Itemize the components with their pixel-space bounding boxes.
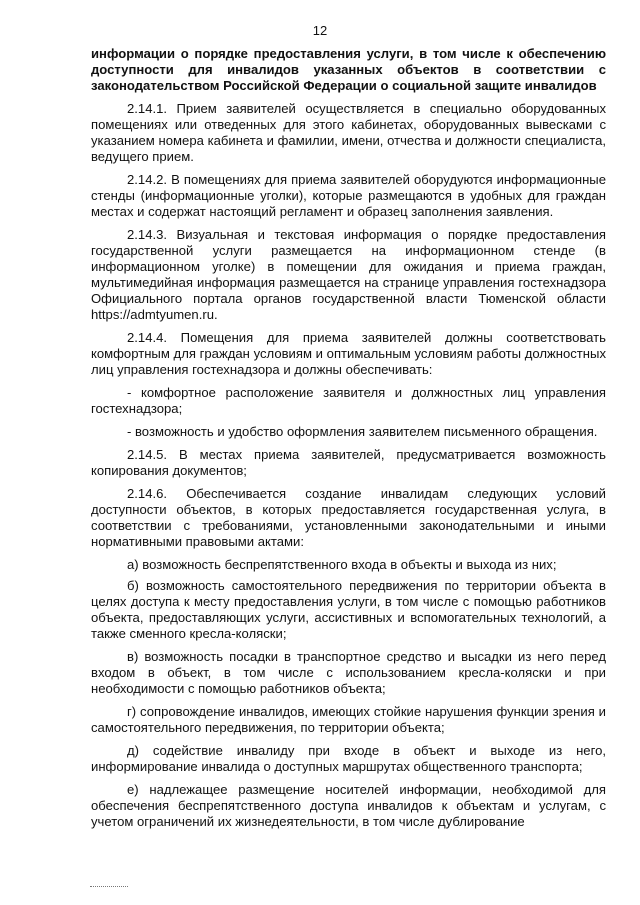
document-body xyxy=(91,46,606,837)
paragraph-2-14-3: 2.14.3. Визуальная и текстовая информация о порядке предоставления государственной услуги размещается на информационном стенде (в информационном уголке) в помещении для ожидания и приема граждан, мультимедийная информация размещается на странице управления гостехнадзора Официального портала органов государственной власти Тюменской области https://admtyumen.ru. xyxy=(91,227,606,322)
page-number: 12 xyxy=(312,23,328,38)
paragraph-2-14-2: 2.14.2. В помещениях для приема заявителей оборудуются информационные стенды (информационные уголки), которые размещаются в удобных для граждан местах и содержат настоящий регламент и образец заполнения заявления. xyxy=(91,172,606,219)
paragraph-2-14-4: 2.14.4. Помещения для приема заявителей должны соответствовать комфортным для граждан условиям и оптимальным условиям работы должностных лиц управления гостехнадзора и должны обеспечивать: xyxy=(91,330,606,377)
paragraph-2-14-5: 2.14.5. В местах приема заявителей, предусматривается возможность копирования документов; xyxy=(91,447,606,478)
scan-artifact xyxy=(90,880,128,887)
list-item-written-appeal: - возможность и удобство оформления заявителем письменного обращения. xyxy=(127,424,598,439)
list-item-b: б) возможность самостоятельного передвижения по территории объекта в целях доступа к месту предоставления услуги, в том числе с помощью работников объекта, предоставляющих услуги, ассистивных и вспомогательных технологий, а также сменного кресла-коляски; xyxy=(91,578,606,641)
list-item-d: д) содействие инвалиду при входе в объект и выходе из него, информирование инвалида о доступных маршрутах общественного транспорта; xyxy=(91,743,606,774)
list-item-e: е) надлежащее размещение носителей информации, необходимой для обеспечения беспрепятственного доступа инвалидов к объектам и услугам, с учетом ограничений их жизнедеятельности, в том числе дублирование xyxy=(91,782,606,829)
list-item-v: в) возможность посадки в транспортное средство и высадки из него перед входом в объект, в том числе с использованием кресла-коляски и при необходимости с помощью работников объекта; xyxy=(91,649,606,696)
list-item-comfortable-placement: - комфортное расположение заявителя и должностных лиц управления гостехнадзора; xyxy=(91,385,606,416)
paragraph-2-14-6: 2.14.6. Обеспечивается создание инвалидам следующих условий доступности объектов, в которых предоставляется государственная услуга, в соответствии с требованиями, установленными законодательными и иными нормативными правовыми актами: xyxy=(91,486,606,549)
section-heading: информации о порядке предоставления услуги, в том числе к обеспечению доступности для инвалидов указанных объектов в соответствии с законодательством Российской Федерации о социальной защите инвалидов xyxy=(91,46,606,93)
list-item-a: а) возможность беспрепятственного входа в объекты и выхода из них; xyxy=(127,557,557,572)
list-item-g: г) сопровождение инвалидов, имеющих стойкие нарушения функции зрения и самостоятельного передвижения, по территории объекта; xyxy=(91,704,606,735)
paragraph-2-14-1: 2.14.1. Прием заявителей осуществляется в специально оборудованных помещениях или отведенных для этого кабинетах, оборудованных вывесками с указанием номера кабинета и фамилии, имени, отчества и должности специалиста, ведущего прием. xyxy=(91,101,606,164)
